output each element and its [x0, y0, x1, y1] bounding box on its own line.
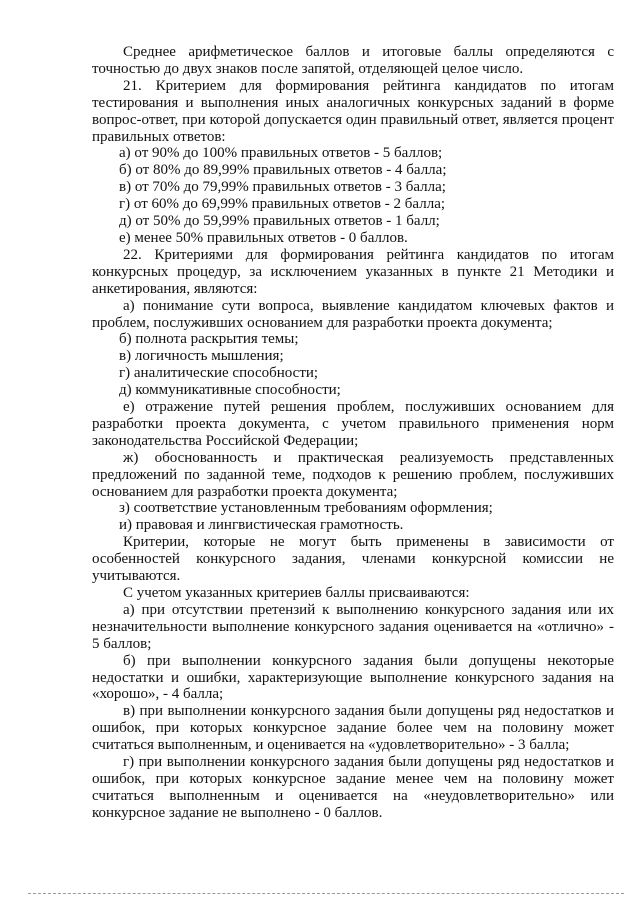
paragraph-rounding-rule: Среднее арифметическое баллов и итоговые баллы определяются с точностью до двух знаков после запятой, отделяющей целое число. [92, 44, 614, 77]
list-item-21-b: б) от 80% до 89,99% правильных ответов - 4 балла; [119, 162, 447, 179]
list-item-22-d: д) коммуникативные способности; [119, 382, 341, 399]
list-item-22-z: з) соответствие установленным требованиям оформления; [119, 500, 493, 517]
paragraph-21: 21. Критерием для формирования рейтинга кандидатов по итогам тестирования и выполнения иных аналогичных конкурсных заданий в форме вопрос-ответ, при которой допускается один правильный ответ, является процент правильных ответов: [92, 77, 614, 145]
score-item-b: б) при выполнении конкурсного задания были допущены некоторые недостатки и ошибки, характеризующие выполнение конкурсного задания на «хорошо», - 4 балла; [92, 652, 614, 703]
score-item-g: г) при выполнении конкурсного задания были допущены ряд недостатков и ошибок, при которых конкурсное задание менее чем на половину может считаться выполненным и оценивается на «неудовлетворительно» или конкурсное задание не выполнено - 0 баллов. [92, 754, 614, 821]
list-item-21-v: в) от 70% до 79,99% правильных ответов - 3 балла; [119, 179, 446, 196]
list-item-22-g: г) аналитические способности; [119, 365, 319, 382]
paragraph-22: 22. Критериями для формирования рейтинга кандидатов по итогам конкурсных процедур, за исключением указанных в пункте 21 Методики и анкетирования, являются: [92, 246, 614, 297]
document-body [92, 44, 614, 822]
list-item-21-e: е) менее 50% правильных ответов - 0 баллов. [119, 229, 408, 246]
score-item-a: а) при отсутствии претензий к выполнению конкурсного задания или их незначительности выполнение конкурсного задания оценивается на «отлично» - 5 баллов; [92, 601, 614, 652]
score-item-v: в) при выполнении конкурсного задания были допущены ряд недостатков и ошибок, при которых конкурсное задание более чем на половину может считаться выполненным, и оценивается на «удовлетворительно» - 3 балла; [92, 703, 614, 754]
list-item-21-a: а) от 90% до 100% правильных ответов - 5 баллов; [119, 145, 443, 162]
list-item-21-g: г) от 60% до 69,99% правильных ответов - 2 балла; [119, 196, 446, 213]
list-item-21-d: д) от 50% до 59,99% правильных ответов - 1 балл; [119, 213, 440, 230]
paragraph-criteria-exclusion: Критерии, которые не могут быть применены в зависимости от особенностей конкурсного задания, членами конкурсной комиссии не учитываются. [92, 534, 614, 585]
list-item-22-b: б) полнота раскрытия темы; [119, 331, 299, 348]
list-item-22-e: е) отражение путей решения проблем, послуживших основанием для разработки проекта документа, с учетом правильного применения норм законодательства Российской Федерации; [92, 399, 614, 449]
list-item-22-i: и) правовая и лингвистическая грамотность. [119, 517, 404, 534]
paragraph-scoring-intro: С учетом указанных критериев баллы присваиваются: [123, 585, 470, 601]
list-item-22-a: а) понимание сути вопроса, выявление кандидатом ключевых фактов и проблем, послуживших основанием для разработки проекта документа; [92, 297, 614, 331]
list-item-22-v: в) логичность мышления; [119, 348, 284, 365]
page-bottom-divider [28, 893, 624, 894]
list-item-22-zh: ж) обоснованность и практическая реализуемость представленных предложений по заданной теме, подходов к решению проблем, послуживших основанием для разработки проекта документа; [92, 449, 614, 500]
